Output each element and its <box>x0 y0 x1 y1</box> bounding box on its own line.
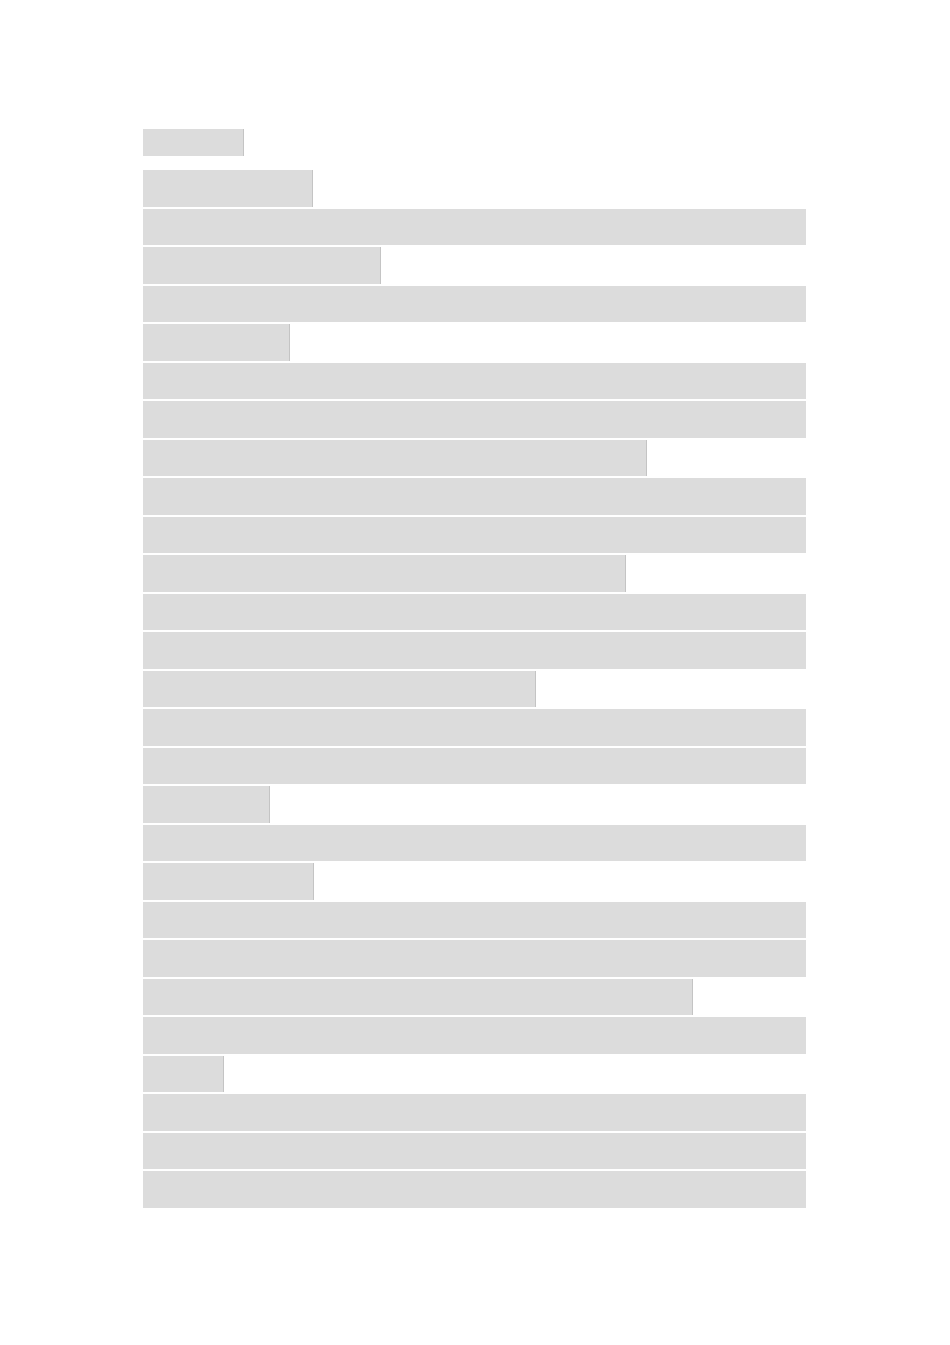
paragraph-line <box>143 208 806 247</box>
paragraph-line <box>143 631 806 670</box>
section-heading-line <box>143 169 806 208</box>
page-title-line <box>143 128 806 157</box>
paragraph-line <box>143 670 806 709</box>
paragraph-line <box>143 285 806 324</box>
paragraph-line <box>143 862 806 901</box>
paragraph-line <box>143 554 806 593</box>
paragraph-line <box>143 516 806 555</box>
paragraph-line <box>143 439 806 478</box>
paragraph-line <box>143 939 806 978</box>
paragraph-line <box>143 901 806 940</box>
paragraph-line <box>143 824 806 863</box>
section-heading-line <box>143 323 806 362</box>
paragraph-line <box>143 477 806 516</box>
paragraph-line <box>143 1093 806 1132</box>
paragraph-line <box>143 362 806 401</box>
paragraph-line <box>143 1170 806 1209</box>
paragraph-line <box>143 400 806 439</box>
paragraph-line <box>143 593 806 632</box>
document-body <box>143 128 806 1209</box>
paragraph-line <box>143 1055 806 1094</box>
paragraph-line <box>143 978 806 1017</box>
paragraph-line <box>143 747 806 786</box>
paragraph-line <box>143 785 806 824</box>
paragraph-line <box>143 1016 806 1055</box>
paragraph-line <box>143 708 806 747</box>
paragraph-line <box>143 246 806 285</box>
paragraph-line <box>143 1132 806 1171</box>
